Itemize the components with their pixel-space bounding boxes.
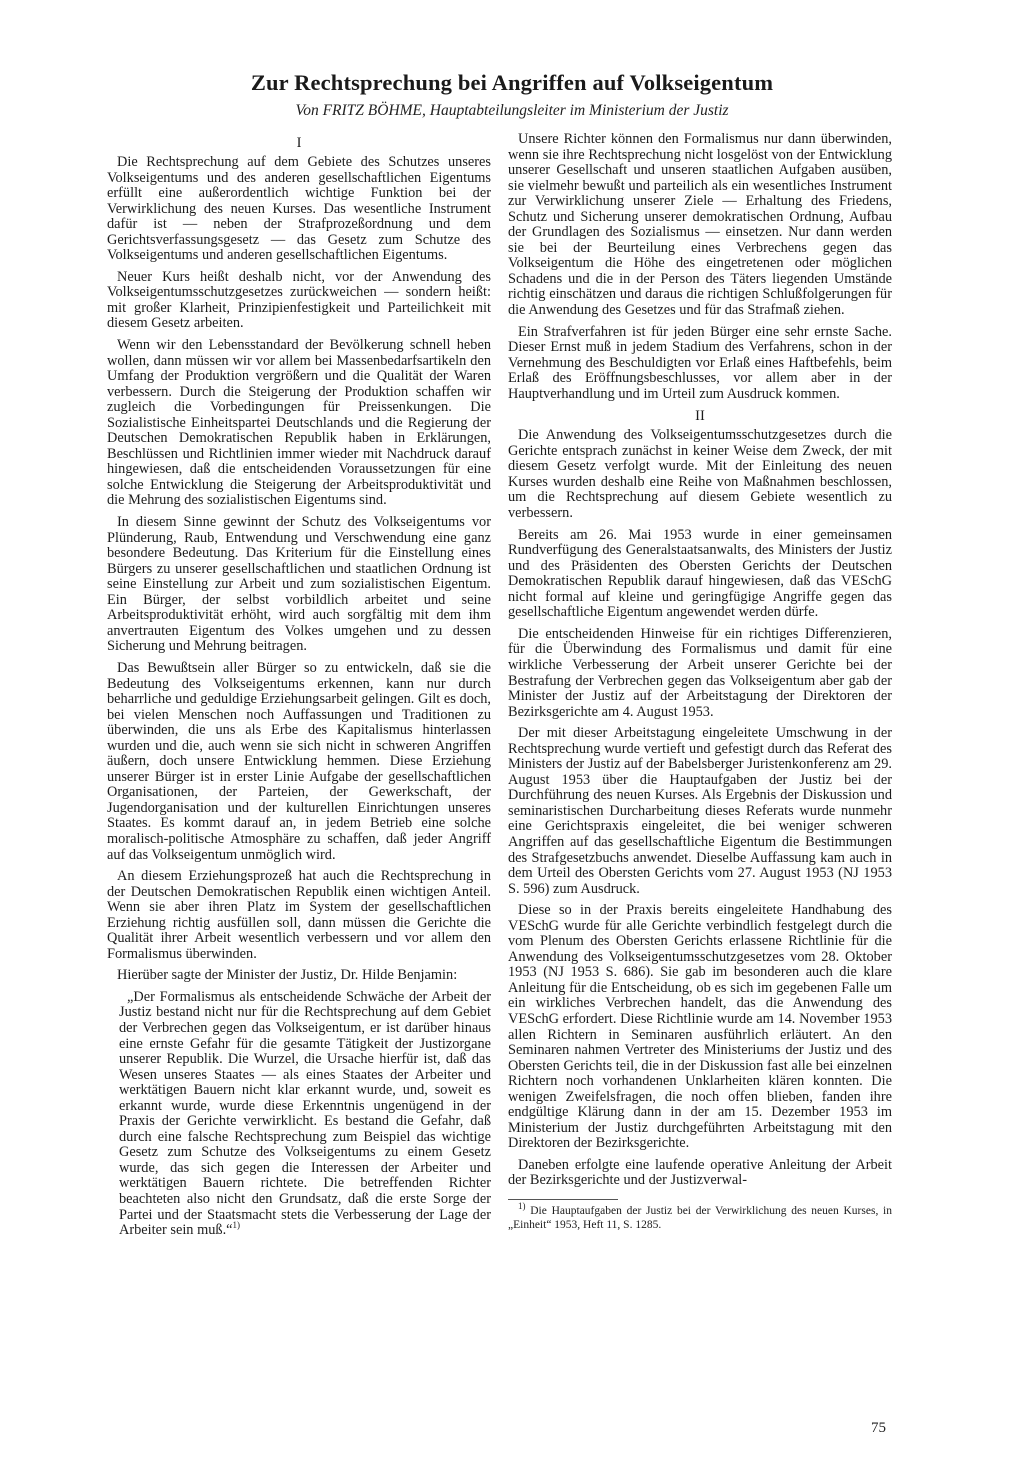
footnote: [508, 1201, 893, 1232]
paragraph: An diesem Erziehungsprozeß hat auch die Rechtsprechung in der Deutschen Demokratischen Republik einen wichtigen Anteil. Wenn sie aber ihren Platz im System der gesellschaftlichen Erziehung richtig ausfüllen soll, dann müssen die Gerichte die Qualität ihrer Arbeit wesentlich verbessern und vor allem den Formalismus überwinden.: [107, 868, 491, 962]
paragraph: Wenn wir den Lebensstandard der Bevölkerung schnell heben wollen, dann müssen wir vor allem bei Massenbedarfsartikeln den Umfang der Produktion vergrößern und die Qualität der Waren verbessern. Durch die Steigerung der Produktion schaffen wir zugleich die Vorbedingungen für Preissenkungen. Die Sozialistische Einheitspartei Deutschlands und die Regierung der Deutschen Demokratischen Republik haben in Erklärungen, Beschlüssen und Richtlinien immer wieder mit Nachdruck darauf hingewiesen, daß die entscheidenden Voraussetzungen für eine solche Entwicklung die Steigerung der Arbeitsproduktivität und die Mehrung des sozialistischen Eigentums sind.: [107, 337, 491, 509]
section-numeral: I: [296, 135, 302, 151]
block-quote: [119, 990, 491, 1239]
footnote-marker: 1): [518, 1201, 526, 1212]
article-title: Zur Rechtsprechung bei Angriffen auf Volkseigentum: [250, 70, 774, 95]
footnote-marker: 1): [232, 1220, 241, 1231]
footnote-text: Die Hauptaufgaben der Justiz bei der Verwirklichung des neuen Kurses, in „Einheit“ 1953, Heft 11, S. 1285.: [508, 1205, 893, 1231]
paragraph: Der mit dieser Arbeitstagung eingeleitete Umschwung in der Rechtsprechung wurde vertieft und gefestigt durch das Referat des Ministers der Justiz auf der Babelsberger Juristenkonferenz am 29. August 1953 über die Hauptaufgaben der Justiz bei der Durchführung des neuen Kurses. Als Ergebnis der Diskussion und seminaristischen Durcharbeitung dieses Referats wurde nunmehr eine Gerichtspraxis eingeleitet, die bei weniger schweren Angriffen auf das gesellschaftliche Eigentum die Bestimmungen des Strafgesetzbuchs anwendet. Dieselbe Auffassung kam auch in dem Urteil des Obersten Gerichts vom 27. August 1953 (NJ 1953 S. 596) zum Ausdruck.: [508, 725, 892, 897]
paragraph: Die Anwendung des Volkseigentumsschutzgesetzes durch die Gerichte entsprach zunächst in keiner Weise dem Zweck, der mit diesem Gesetz verfolgt wurde. Mit der Einleitung des neuen Kurses wurden deshalb eine Reihe von Maßnahmen beschlossen, um die Rechtsprechung auf diesem Gebiete wesentlich zu verbessern.: [508, 427, 892, 522]
left-column: [107, 132, 491, 1245]
paragraph: Hierüber sagte der Minister der Justiz, Dr. Hilde Benjamin:: [117, 967, 458, 984]
footnote-divider: [508, 1199, 618, 1200]
paragraph: Die Rechtsprechung auf dem Gebiete des Schutzes unseres Volkseigentums und des anderen gesellschaftlichen Eigentums erfüllt eine außerordentlich wichtige Funktion bei der Verwirklichung des neuen Kurses. Das wesentliche Instrument dafür ist — neben der Strafprozeßordnung und dem Gerichtsverfassungsgesetz — das Gesetz zum Schutze des Volkseigentums und anderen gesellschaftlichen Eigentums.: [107, 154, 491, 264]
paragraph: Die entscheidenden Hinweise für ein richtiges Differenzieren, für die Überwindung des Formalismus und damit für eine wirkliche Verbesserung der Arbeit unserer Gerichte bei der Bestrafung der Verbrechen gegen das Volkseigentum aber gab der Minister der Justiz auf der Arbeitstagung der Direktoren der Bezirksgerichte am 4. August 1953.: [508, 625, 892, 720]
paragraph: Ein Strafverfahren ist für jeden Bürger eine sehr ernste Sache. Dieser Ernst muß in jedem Stadium des Verfahrens, schon in der Vernehmung des Beschuldigten vor Erlaß eines Haftbefehls, beim Erlaß des Eröffnungsbeschlusses, vor allem aber in der Hauptverhandlung und im Urteil zum Ausdruck kommen.: [508, 323, 892, 402]
section-numeral: II: [695, 408, 705, 425]
paragraph: Neuer Kurs heißt deshalb nicht, vor der Anwendung des Volkseigentumsschutzgesetzes zurückweichen — sondern heißt: mit großer Klarheit, Prinzipienfestigkeit und Parteilichkeit mit diesem Gesetz arbeiten.: [107, 268, 491, 332]
paragraph: Unsere Richter können den Formalismus nur dann überwinden, wenn sie ihre Rechtsprechung nicht losgelöst von der Entwicklung unserer Gesellschaft und unseren staatlichen Aufgaben ausüben, sie vielmehr bewußt und parteilich als ein wesentliches Instrument zur Verwirklichung unserer Ziele — Erhaltung des Friedens, Schutz und Sicherung unserer demokratischen Ordnung, Aufbau der Grundlagen des Sozialismus — einsetzen. Nur dann werden sie bei der Beurteilung eines Verbrechens gegen das Volkseigentum die Höhe des eingetretenen oder möglichen Schadens und die in der Person des Täters liegenden Umstände richtig einschätzen und daraus die richtigen Schlußfolgerungen für die Anwendung des Gesetzes und für das Strafmaß ziehen.: [508, 131, 892, 319]
quote-text: „Der Formalismus als entscheidende Schwäche der Arbeit der Justiz bestand nicht nur für die Rechtsprechung auf dem Gebiet der Verbrechen gegen das Volkseigentum, er ist darüber hinaus eine ernste Gefahr für die gesamte Tätigkeit der Justizorgane unserer Republik. Die Wurzel, die Ursache hierfür ist, daß das Wesen unseres Staates — als eines Staates der Arbeiter und werktätigen Bauern nicht klar erkannt wurde, und, soweit es erkannt wurde, wurde diese Erkenntnis ungenügend in der Praxis der Gerichte verwirklicht. Es bestand die Gefahr, daß durch eine falsche Rechtsprechung zum Beispiel das wichtige Gesetz zum Schutze des Volkseigentums zu einem Gesetz wurde, das sich gegen die Interessen der Arbeiter und werktätigen Bauern richtete. Die betreffenden Richter beachteten also nicht den Grundsatz, daß die erste Sorge der Partei und der Staatsmacht stets die Verbesserung der Lage der Arbeiter sein muß.“: [119, 988, 491, 1239]
article-byline: Von FRITZ BÖHME, Hauptabteilungsleiter im Ministerium der Justiz: [295, 102, 729, 119]
paragraph: Daneben erfolgte eine laufende operative Anleitung der Arbeit der Bezirksgerichte und der Justizverwal-: [508, 1156, 892, 1189]
paragraph: Diese so in der Praxis bereits eingeleitete Handhabung des VESchG wurde für alle Gerichte verbindlich festgelegt durch die vom Plenum des Obersten Gerichts erlassene Richtlinie für die Anwendung des Volkseigentumsschutzgesetzes vom 28. Oktober 1953 (NJ 1953 S. 686). Sie gab im besonderen auch die klare Anleitung für die Entscheidung, ob es sich im gegebenen Falle um ein wirkliches Verbrechen handelt, das die Anwendung des VESchG erfordert. Diese Richtlinie wurde am 14. November 1953 allen Richtern in Seminaren ausführlich erläutert. An den Seminaren nahmen Vertreter des Ministeriums der Justiz und des Obersten Gerichts teil, die in der Diskussion fast alle bei einzelnen Richtern noch vorhandenen Unklarheiten klären konnten. Die wenigen Zweifelsfragen, die noch offen blieben, fanden ihre endgültige Klärung dann in der am 15. Dezember 1953 im Ministerium der Justiz durchgeführten Arbeitstagung mit den Direktoren der Bezirksgerichte.: [508, 902, 892, 1152]
paragraph: In diesem Sinne gewinnt der Schutz des Volkseigentums vor Plünderung, Raub, Entwendung und Verschwendung eine ganz besondere Bedeutung. Das Kriterium für die Einstellung eines Bürgers zu unserer gesellschaftlichen und staatlichen Ordnung ist seine Einstellung zur Arbeit und zum sozialistischen Eigentum. Ein Bürger, der selbst vorbildlich arbeitet und seine Arbeitsproduktivität erhöht, wird auch sorgfältig mit dem ihm anvertrauten Eigentum des Volkes umgehen und zu dessen Sicherung und Mehrung beitragen.: [107, 514, 491, 655]
paragraph: Bereits am 26. Mai 1953 wurde in einer gemeinsamen Rundverfügung des Generalstaatsanwalts, des Ministers der Justiz und des Präsidenten des Obersten Gerichts der Deutschen Demokratischen Republik darauf hingewiesen, daß das VESchG nicht formal auf kleine und geringfügige Angriffe gegen das gesellschaftliche Eigentum angewendet werden dürfe.: [508, 526, 892, 621]
paragraph: Das Bewußtsein aller Bürger so zu entwickeln, daß sie die Bedeutung des Volkseigentums erkennen, kann nur durch beharrliche und geduldige Erziehungsarbeit gelingen. Gilt es doch, bei vielen Menschen noch Auffassungen und Traditionen zu überwinden, die uns als Erbe des Kapitalismus hinterlassen wurden und die, auch wenn sie sich nicht in schweren Angriffen äußern, doch unsere Entwicklung hemmen. Diese Erziehung unserer Bürger ist in erster Linie Aufgabe der gesellschaftlichen Organisationen, der Parteien, der Gewerkschaft, der Jugendorganisation und der kulturellen Einrichtungen unseres Staates. Es kommt darauf an, in jedem Betrieb eine solche moralisch-politische Atmosphäre zu schaffen, daß jeder Angriff auf das Volkseigentum unmöglich wird.: [107, 659, 491, 863]
right-column: [508, 132, 892, 1238]
page-number: 75: [871, 1420, 886, 1436]
